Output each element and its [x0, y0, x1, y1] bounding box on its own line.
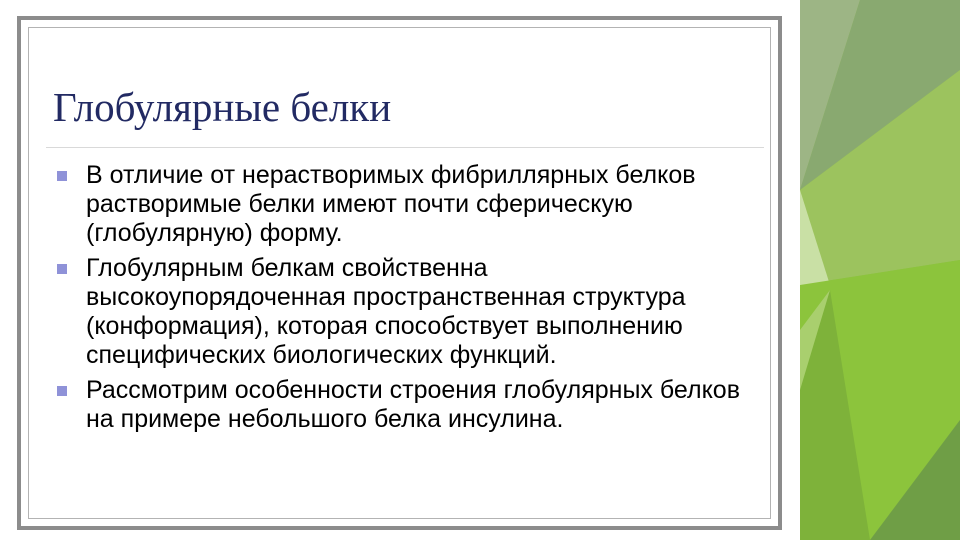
bullet-text: Глобулярным белкам свойственна высокоупорядоченная пространственная структура (конформация), которая способствует выполнению специфических биологических функций.	[86, 254, 686, 369]
bullet-text: Рассмотрим особенности строения глобулярных белков на примере небольшого белка инсулина.	[86, 376, 740, 433]
bullet-item	[55, 376, 745, 434]
bullet-list	[55, 161, 745, 440]
square-bullet-icon	[57, 171, 67, 181]
slide-title: Глобулярные белки	[53, 84, 392, 130]
square-bullet-icon	[57, 264, 67, 274]
title-divider	[46, 147, 764, 148]
bullet-text: В отличие от нерастворимых фибриллярных белков растворимые белки имеют почти сферическую (глобулярную) форму.	[86, 161, 696, 247]
square-bullet-icon	[57, 386, 67, 396]
green-facets-decoration	[800, 0, 960, 540]
bullet-item	[55, 161, 745, 248]
bullet-item	[55, 254, 745, 370]
